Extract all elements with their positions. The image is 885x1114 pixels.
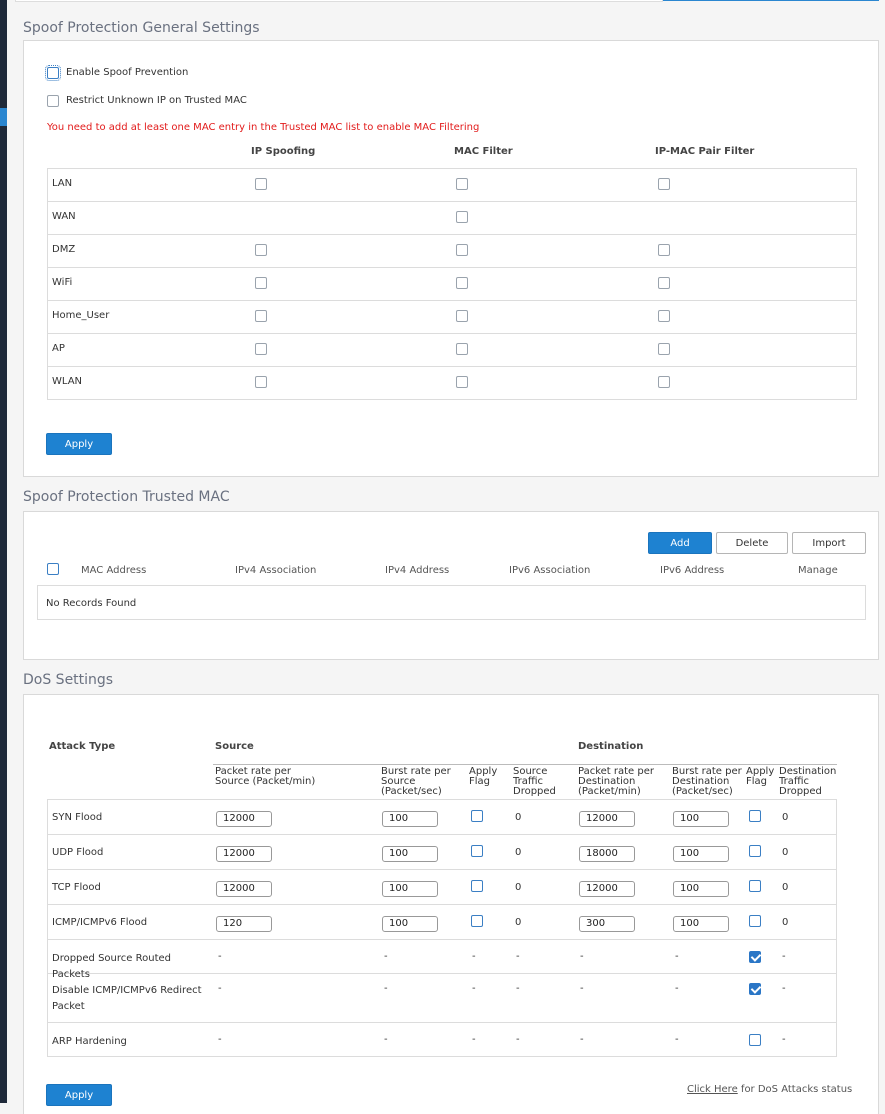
- src-traffic-dropped: 0: [515, 847, 522, 858]
- no-records-text: No Records Found: [46, 598, 137, 609]
- column-header-ip-mac-pair: IP-MAC Pair Filter: [655, 146, 755, 157]
- dst-apply-flag-checkbox[interactable]: [749, 915, 761, 927]
- header-ipv6-address: IPv6 Address: [660, 565, 725, 576]
- dos-settings-title: DoS Settings: [23, 672, 114, 688]
- ip-spoofing-checkbox[interactable]: [255, 277, 267, 289]
- restrict-unknown-label: Restrict Unknown IP on Trusted MAC: [66, 95, 247, 106]
- dash-placeholder: -: [384, 1034, 388, 1045]
- dash-placeholder: -: [384, 983, 388, 994]
- dos-subheader-dst-burst-rate: Burst rate per Destination (Packet/sec): [672, 766, 742, 797]
- dash-placeholder: -: [675, 951, 679, 962]
- left-nav-bar: [0, 0, 7, 1103]
- zone-row: [48, 301, 856, 334]
- dos-row: [48, 974, 836, 1023]
- dos-header-destination: Destination: [578, 741, 644, 752]
- dash-placeholder: -: [782, 951, 786, 962]
- dst-apply-flag-checkbox[interactable]: [749, 951, 761, 963]
- dst-packet-rate-input[interactable]: 18000: [579, 846, 635, 862]
- mac-filter-checkbox[interactable]: [456, 178, 468, 190]
- dos-status-link-wrapper: [687, 1084, 852, 1095]
- mac-filter-checkbox[interactable]: [456, 244, 468, 256]
- mac-filter-checkbox[interactable]: [456, 310, 468, 322]
- attack-type-name: ARP Hardening: [52, 1036, 127, 1047]
- attack-type-name: UDP Flood: [52, 847, 104, 858]
- src-packet-rate-input[interactable]: 120: [216, 916, 272, 932]
- src-burst-rate-input[interactable]: 100: [382, 846, 438, 862]
- zone-name: WAN: [52, 211, 76, 222]
- dash-placeholder: -: [472, 1034, 476, 1045]
- enable-spoof-label: Enable Spoof Prevention: [66, 67, 189, 78]
- restrict-unknown-checkbox[interactable]: [47, 95, 59, 107]
- dash-placeholder: -: [218, 983, 222, 994]
- dash-placeholder: -: [580, 983, 584, 994]
- zone-row: [48, 169, 856, 202]
- dos-row: [48, 1023, 836, 1056]
- dos-subheader-dst-packet-rate: Packet rate per Destination (Packet/min): [578, 766, 654, 797]
- attack-type-name: ICMP/ICMPv6 Flood: [52, 917, 148, 928]
- dst-burst-rate-input[interactable]: 100: [673, 811, 729, 827]
- zone-row: [48, 334, 856, 367]
- dst-apply-flag-checkbox[interactable]: [749, 845, 761, 857]
- select-all-mac-checkbox[interactable]: [47, 563, 59, 575]
- enable-spoof-checkbox[interactable]: [47, 67, 59, 79]
- mac-filter-checkbox[interactable]: [456, 211, 468, 223]
- ip-mac-pair-checkbox[interactable]: [658, 343, 670, 355]
- dos-row: [48, 835, 836, 870]
- dash-placeholder: -: [516, 983, 520, 994]
- top-tab-active-indicator: [663, 0, 879, 1]
- trusted-mac-empty-row: [37, 585, 866, 620]
- dash-placeholder: -: [218, 951, 222, 962]
- zone-row: [48, 367, 856, 400]
- top-tab-strip: [15, 0, 663, 2]
- ip-mac-pair-checkbox[interactable]: [658, 178, 670, 190]
- zone-row: [48, 268, 856, 301]
- dos-settings-panel: [23, 694, 879, 1114]
- dash-placeholder: -: [675, 983, 679, 994]
- dst-traffic-dropped: 0: [782, 882, 789, 893]
- header-manage: Manage: [798, 565, 838, 576]
- dos-subheader-dst-traffic-dropped: Destination Traffic Dropped: [779, 766, 837, 797]
- dash-placeholder: -: [782, 1034, 786, 1045]
- dash-placeholder: -: [675, 1034, 679, 1045]
- mac-filter-checkbox[interactable]: [456, 277, 468, 289]
- dst-burst-rate-input[interactable]: 100: [673, 881, 729, 897]
- zone-name: Home_User: [52, 310, 110, 321]
- dos-subheader-src-traffic-dropped: Source Traffic Dropped: [513, 766, 556, 797]
- src-apply-flag-checkbox[interactable]: [471, 810, 483, 822]
- column-header-ip-spoofing: IP Spoofing: [251, 146, 316, 157]
- zone-name: DMZ: [52, 244, 76, 255]
- dash-placeholder: -: [580, 1034, 584, 1045]
- src-traffic-dropped: 0: [515, 917, 522, 928]
- dos-row: [48, 940, 836, 980]
- dos-row: [48, 905, 836, 940]
- dst-packet-rate-input[interactable]: 300: [579, 916, 635, 932]
- src-traffic-dropped: 0: [515, 882, 522, 893]
- spoof-general-title: Spoof Protection General Settings: [23, 20, 260, 36]
- dash-placeholder: -: [218, 1034, 222, 1045]
- src-packet-rate-input[interactable]: 12000: [216, 881, 272, 897]
- header-ipv6-association: IPv6 Association: [509, 565, 591, 576]
- src-burst-rate-input[interactable]: 100: [382, 811, 438, 827]
- dos-subheader-src-apply-flag: Apply Flag: [469, 766, 498, 787]
- column-header-mac-filter: MAC Filter: [454, 146, 513, 157]
- src-packet-rate-input[interactable]: 12000: [216, 811, 272, 827]
- dst-traffic-dropped: 0: [782, 847, 789, 858]
- spoof-apply-button[interactable]: Apply: [46, 433, 112, 455]
- dash-placeholder: -: [516, 951, 520, 962]
- mac-filter-warning: You need to add at least one MAC entry in the Trusted MAC list to enable MAC Filtering: [47, 122, 480, 133]
- dash-placeholder: -: [782, 983, 786, 994]
- dos-table: [47, 799, 837, 1057]
- dos-subheader-src-burst-rate: Burst rate per Source (Packet/sec): [381, 766, 451, 797]
- zone-table: [47, 168, 857, 400]
- import-mac-button[interactable]: Import: [792, 532, 866, 554]
- ip-spoofing-checkbox[interactable]: [255, 376, 267, 388]
- dash-placeholder: -: [516, 1034, 520, 1045]
- trusted-mac-title: Spoof Protection Trusted MAC: [23, 489, 230, 505]
- attack-type-name: TCP Flood: [52, 882, 101, 893]
- dst-traffic-dropped: 0: [782, 812, 789, 823]
- zone-name: LAN: [52, 178, 73, 189]
- dos-apply-button[interactable]: Apply: [46, 1084, 112, 1106]
- ip-spoofing-checkbox[interactable]: [255, 310, 267, 322]
- dst-packet-rate-input[interactable]: 12000: [579, 811, 635, 827]
- attack-type-name: Dropped Source Routed Packets: [52, 953, 171, 980]
- dash-placeholder: -: [384, 951, 388, 962]
- ip-mac-pair-checkbox[interactable]: [658, 310, 670, 322]
- mac-filter-checkbox[interactable]: [456, 343, 468, 355]
- dos-header-source: Source: [215, 741, 254, 752]
- dos-status-click-here-link[interactable]: Click Here: [687, 1084, 738, 1095]
- dos-row: [48, 800, 836, 835]
- dash-placeholder: -: [580, 951, 584, 962]
- dash-placeholder: -: [472, 983, 476, 994]
- ip-mac-pair-checkbox[interactable]: [658, 277, 670, 289]
- zone-row: [48, 235, 856, 268]
- dst-apply-flag-checkbox[interactable]: [749, 880, 761, 892]
- src-packet-rate-input[interactable]: 12000: [216, 846, 272, 862]
- dos-header-divider: [213, 764, 837, 765]
- ip-mac-pair-checkbox[interactable]: [658, 376, 670, 388]
- header-ipv4-association: IPv4 Association: [235, 565, 317, 576]
- dst-burst-rate-input[interactable]: 100: [673, 916, 729, 932]
- zone-name: WiFi: [52, 277, 73, 288]
- dst-traffic-dropped: 0: [782, 917, 789, 928]
- ip-spoofing-checkbox[interactable]: [255, 178, 267, 190]
- header-mac-address: MAC Address: [81, 565, 147, 576]
- src-burst-rate-input[interactable]: 100: [382, 881, 438, 897]
- dst-burst-rate-input[interactable]: 100: [673, 846, 729, 862]
- trusted-mac-panel: [23, 511, 879, 660]
- delete-mac-button[interactable]: Delete: [716, 532, 788, 554]
- dst-apply-flag-checkbox[interactable]: [749, 1034, 761, 1046]
- dst-packet-rate-input[interactable]: 12000: [579, 881, 635, 897]
- dst-apply-flag-checkbox[interactable]: [749, 810, 761, 822]
- zone-row: [48, 202, 856, 235]
- src-apply-flag-checkbox[interactable]: [471, 845, 483, 857]
- dos-status-link-suffix: for DoS Attacks status: [740, 1084, 853, 1095]
- ip-mac-pair-checkbox[interactable]: [658, 244, 670, 256]
- ip-spoofing-checkbox[interactable]: [255, 244, 267, 256]
- add-mac-button[interactable]: Add: [648, 532, 712, 554]
- header-ipv4-address: IPv4 Address: [385, 565, 450, 576]
- src-burst-rate-input[interactable]: 100: [382, 916, 438, 932]
- dos-subheader-src-packet-rate: Packet rate per Source (Packet/min): [215, 766, 316, 787]
- src-apply-flag-checkbox[interactable]: [471, 880, 483, 892]
- dos-row: [48, 870, 836, 905]
- spoof-general-panel: [23, 40, 879, 477]
- dos-header-attack-type: Attack Type: [49, 741, 116, 752]
- dos-subheader-dst-apply-flag: Apply Flag: [746, 766, 775, 787]
- ip-spoofing-checkbox[interactable]: [255, 343, 267, 355]
- mac-filter-checkbox[interactable]: [456, 376, 468, 388]
- attack-type-name: Disable ICMP/ICMPv6 Redirect Packet: [52, 985, 202, 1012]
- zone-name: AP: [52, 343, 65, 354]
- attack-type-name: SYN Flood: [52, 812, 103, 823]
- left-nav-active-indicator: [0, 108, 7, 126]
- src-apply-flag-checkbox[interactable]: [471, 915, 483, 927]
- zone-name: WLAN: [52, 376, 83, 387]
- dash-placeholder: -: [472, 951, 476, 962]
- src-traffic-dropped: 0: [515, 812, 522, 823]
- dst-apply-flag-checkbox[interactable]: [749, 983, 761, 995]
